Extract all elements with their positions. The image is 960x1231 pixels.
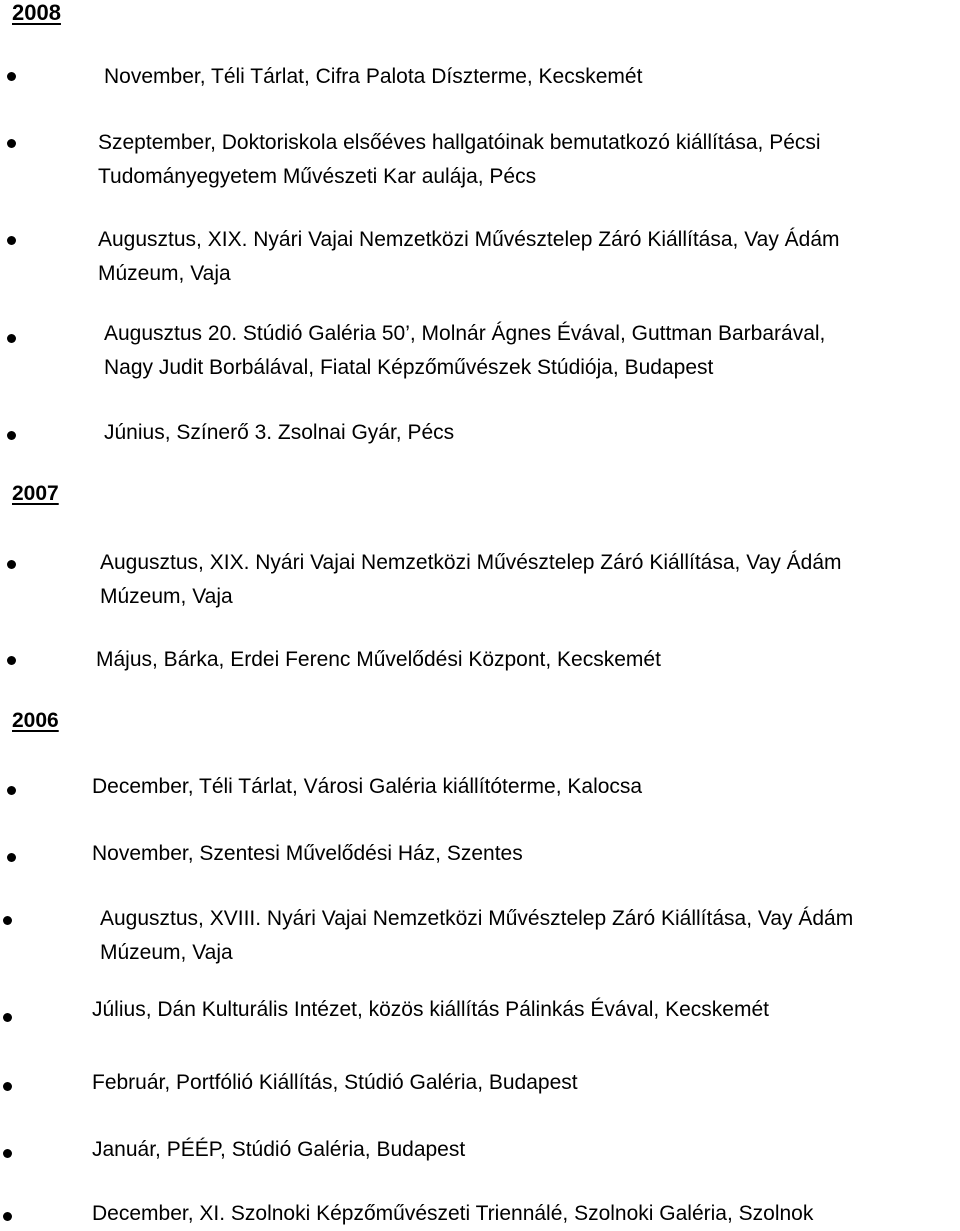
entry-line: Január, PÉÉP, Stúdió Galéria, Budapest [92, 1138, 466, 1161]
year-heading-2006: 2006 [12, 709, 59, 732]
entry-line: Szeptember, Doktoriskola elsőéves hallgatóinak bemutatkozó kiállítása, Pécsi [98, 131, 821, 154]
list-item [92, 837, 523, 871]
entry-line: December, Téli Tárlat, Városi Galéria kiállítóterme, Kalocsa [92, 775, 643, 798]
bullet-icon [7, 72, 16, 81]
year-heading-2007: 2007 [12, 482, 59, 505]
list-item [98, 126, 821, 194]
bullet-icon [7, 560, 16, 569]
entry-line: Február, Portfólió Kiállítás, Stúdió Galéria, Budapest [92, 1071, 578, 1094]
list-item [92, 770, 642, 804]
entry-line: Múzeum, Vaja [100, 941, 233, 964]
entry-line: Nagy Judit Borbálával, Fiatal Képzőművészek Stúdiója, Budapest [104, 356, 714, 379]
bullet-icon [7, 853, 16, 862]
list-item [104, 60, 642, 94]
entry-line: November, Szentesi Művelődési Ház, Szentes [92, 842, 523, 865]
entry-line: December, XI. Szolnoki Képzőművészeti Triennálé, Szolnoki Galéria, Szolnok [92, 1202, 814, 1225]
bullet-icon [7, 656, 16, 665]
entry-line: Július, Dán Kulturális Intézet, közös kiállítás Pálinkás Évával, Kecskemét [92, 998, 769, 1021]
list-item [98, 223, 840, 291]
bullet-icon [3, 916, 12, 925]
entry-line: Augusztus, XVIII. Nyári Vajai Nemzetközi Művésztelep Záró Kiállítása, Vay Ádám [100, 907, 854, 930]
year-heading-2008: 2008 [12, 0, 61, 25]
entry-line: Május, Bárka, Erdei Ferenc Művelődési Központ, Kecskemét [96, 648, 661, 671]
entry-line: Augusztus 20. Stúdió Galéria 50’, Molnár Ágnes Évával, Guttman Barbarával, [104, 322, 826, 345]
list-item [92, 993, 769, 1027]
list-item [104, 416, 454, 450]
list-item [96, 643, 661, 677]
entry-line: November, Téli Tárlat, Cifra Palota Díszterme, Kecskemét [104, 65, 643, 88]
list-item [100, 902, 853, 970]
list-item [92, 1066, 578, 1100]
list-item [92, 1197, 813, 1231]
bullet-icon [7, 334, 16, 343]
entry-line: Múzeum, Vaja [98, 262, 231, 285]
entry-line: Augusztus, XIX. Nyári Vajai Nemzetközi Művésztelep Záró Kiállítása, Vay Ádám [100, 551, 842, 574]
bullet-icon [3, 1082, 12, 1091]
list-item [100, 546, 842, 614]
bullet-icon [7, 139, 16, 148]
list-item [104, 317, 825, 385]
list-item [92, 1133, 465, 1167]
bullet-icon [3, 1212, 12, 1221]
entry-line: Június, Színerő 3. Zsolnai Gyár, Pécs [104, 421, 455, 444]
bullet-icon [7, 236, 16, 245]
entry-line: Múzeum, Vaja [100, 585, 233, 608]
entry-line: Augusztus, XIX. Nyári Vajai Nemzetközi Művésztelep Záró Kiállítása, Vay Ádám [98, 228, 840, 251]
bullet-icon [7, 431, 16, 440]
entry-line: Tudományegyetem Művészeti Kar aulája, Pécs [98, 165, 537, 188]
bullet-icon [3, 1013, 12, 1022]
bullet-icon [3, 1149, 12, 1158]
bullet-icon [7, 786, 16, 795]
